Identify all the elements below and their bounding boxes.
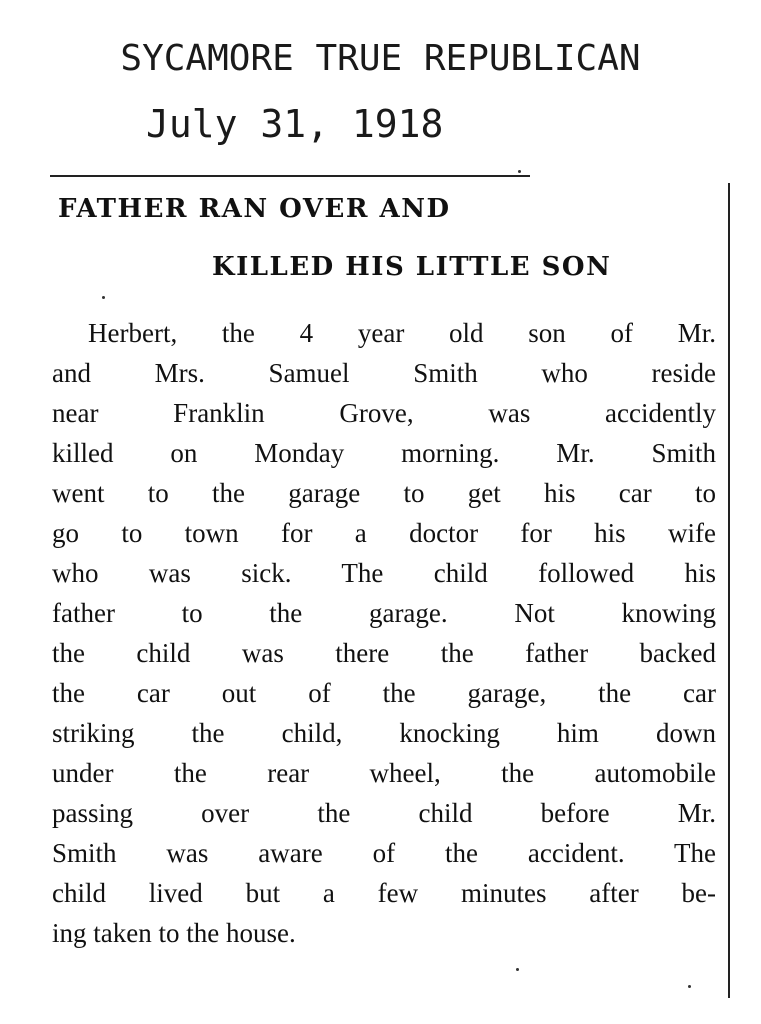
article-line: child lived but a few minutes after be- xyxy=(52,878,716,908)
article-line: father to the garage. Not knowing xyxy=(52,598,716,628)
article-line: near Franklin Grove, was accidently xyxy=(52,398,716,428)
article-line: the child was there the father backed xyxy=(52,638,716,668)
article-line: who was sick. The child followed his xyxy=(52,558,716,588)
print-speck xyxy=(516,968,519,971)
article-line: the car out of the garage, the car xyxy=(52,678,716,708)
clipping-top-border xyxy=(50,175,530,177)
article-line: passing over the child before Mr. xyxy=(52,798,716,828)
print-speck xyxy=(102,296,105,299)
article-body xyxy=(52,313,716,953)
article-line: Smith was aware of the accident. The xyxy=(52,838,716,868)
article-line: go to town for a doctor for his wife xyxy=(52,518,716,548)
article-line: went to the garage to get his car to xyxy=(52,478,716,508)
article-line: ing taken to the house. xyxy=(52,918,296,948)
article-line: Herbert, the 4 year old son of Mr. xyxy=(88,318,716,348)
publication-name: SYCAMORE TRUE REPUBLICAN xyxy=(120,38,641,79)
article-line: under the rear wheel, the automobile xyxy=(52,758,716,788)
clipping-right-border xyxy=(728,183,730,998)
article-line: and Mrs. Samuel Smith who reside xyxy=(52,358,716,388)
article-line: killed on Monday morning. Mr. Smith xyxy=(52,438,716,468)
headline-line-2: KILLED HIS LITTLE SON xyxy=(212,252,612,282)
headline-line-1: FATHER RAN OVER AND xyxy=(58,194,451,224)
print-speck xyxy=(518,170,521,173)
article-line: striking the child, knocking him down xyxy=(52,718,716,748)
publication-date: July 31, 1918 xyxy=(146,102,444,146)
print-speck xyxy=(688,985,691,988)
